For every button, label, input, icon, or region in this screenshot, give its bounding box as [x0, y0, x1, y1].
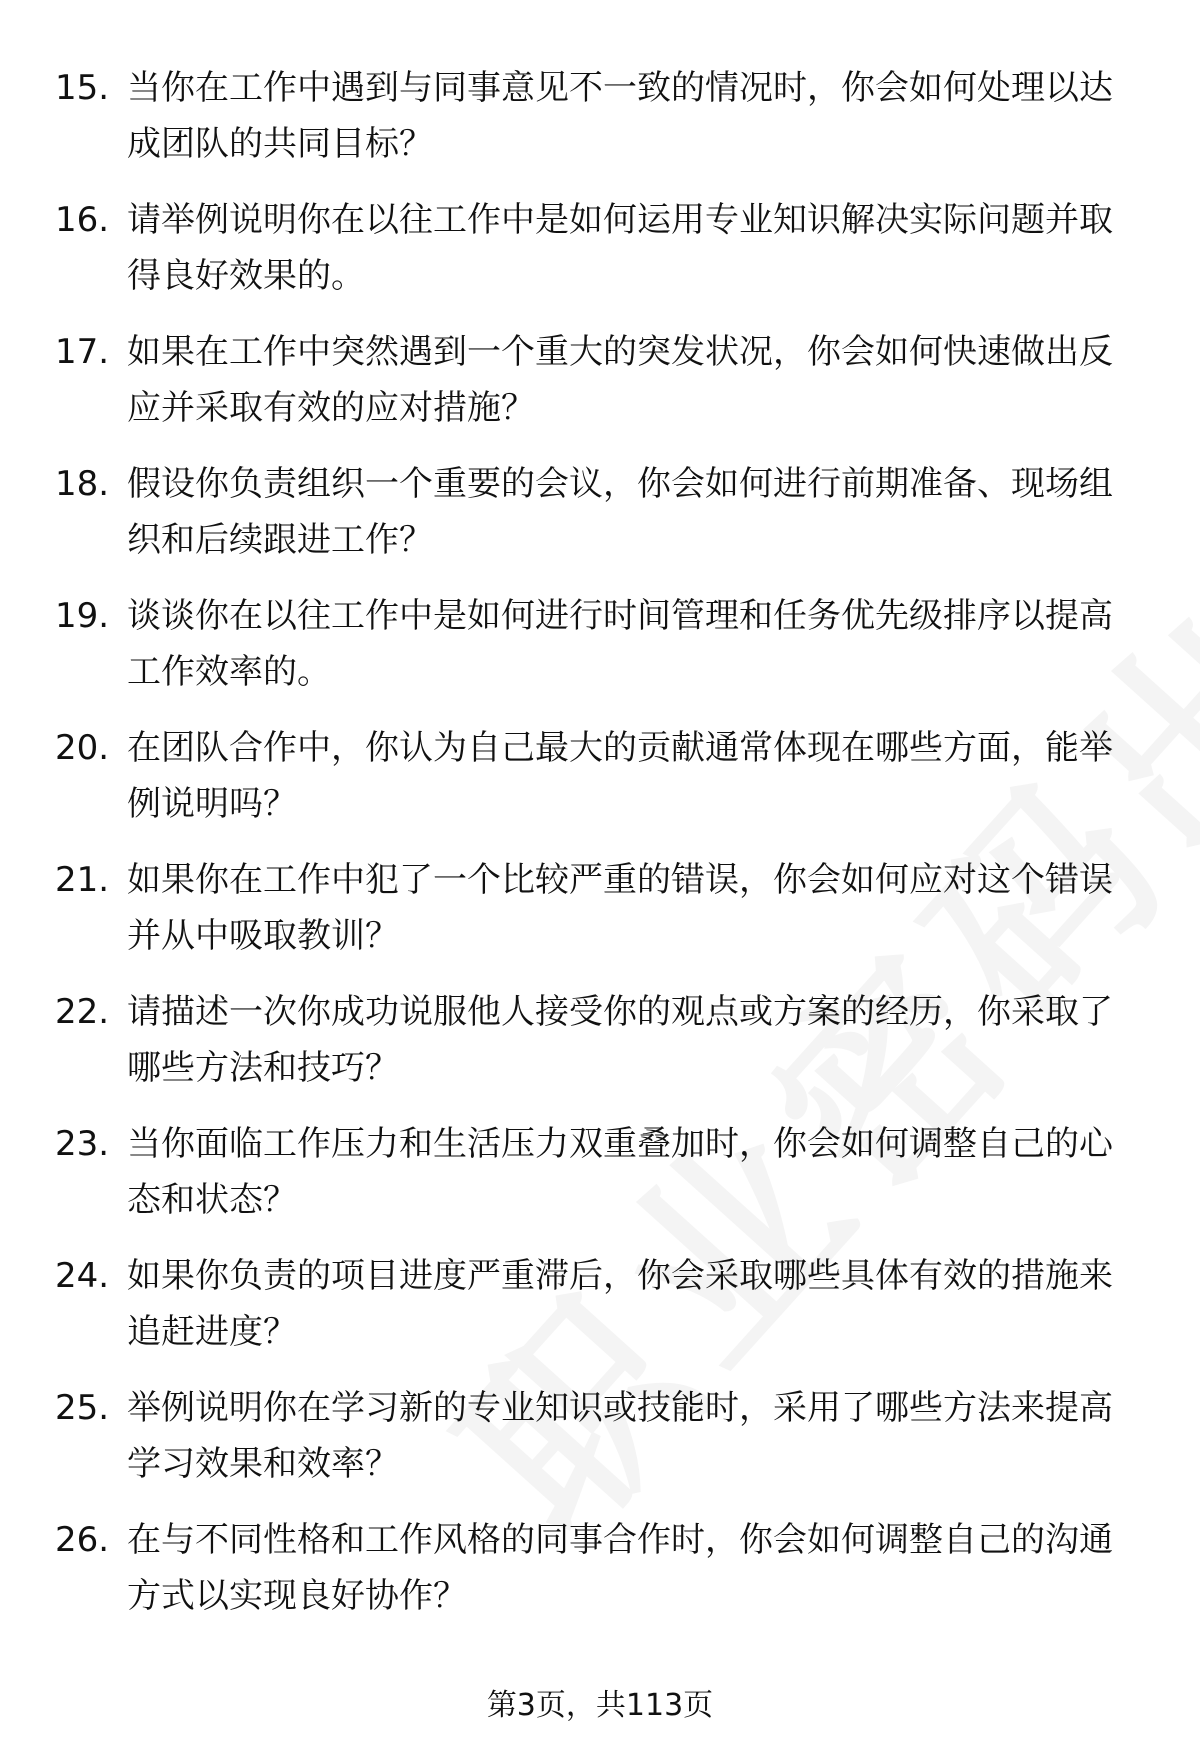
list-item: [55, 1512, 1145, 1644]
list-item: [55, 456, 1145, 588]
list-item: [55, 984, 1145, 1116]
question-text: 举例说明你在学习新的专业知识或技能时，采用了哪些方法来提高学习效果和效率？: [127, 1388, 1113, 1484]
list-item: [55, 192, 1145, 324]
list-item: [55, 720, 1145, 852]
question-number: 16.: [55, 200, 110, 240]
list-item: [55, 852, 1145, 984]
question-number: 26.: [55, 1520, 110, 1560]
question-text: 当你面临工作压力和生活压力双重叠加时，你会如何调整自己的心态和状态？: [127, 1124, 1113, 1220]
list-item: [55, 60, 1145, 192]
question-number: 20.: [55, 728, 110, 768]
question-number: 19.: [55, 596, 110, 636]
question-text: 谈谈你在以往工作中是如何进行时间管理和任务优先级排序以提高工作效率的。: [127, 596, 1113, 692]
question-text: 如果在工作中突然遇到一个重大的突发状况，你会如何快速做出反应并采取有效的应对措施？: [127, 332, 1113, 428]
page-footer: 第3页，共113页: [486, 1688, 714, 1723]
question-text: 假设你负责组织一个重要的会议，你会如何进行前期准备、现场组织和后续跟进工作？: [127, 464, 1113, 560]
question-number: 24.: [55, 1256, 110, 1296]
question-text: 如果你在工作中犯了一个比较严重的错误，你会如何应对这个错误并从中吸取教训？: [127, 860, 1113, 956]
list-item: [55, 588, 1145, 720]
question-number: 17.: [55, 332, 110, 372]
question-list: [55, 60, 1145, 1644]
list-item: [55, 1248, 1145, 1380]
question-number: 22.: [55, 992, 110, 1032]
question-text: 在与不同性格和工作风格的同事合作时，你会如何调整自己的沟通方式以实现良好协作？: [127, 1520, 1113, 1616]
question-text: 如果你负责的项目进度严重滞后，你会采取哪些具体有效的措施来追赶进度？: [127, 1256, 1113, 1352]
question-number: 21.: [55, 860, 110, 900]
question-text: 请举例说明你在以往工作中是如何运用专业知识解决实际问题并取得良好效果的。: [127, 200, 1113, 296]
question-number: 15.: [55, 68, 110, 108]
question-number: 23.: [55, 1124, 110, 1164]
question-number: 18.: [55, 464, 110, 504]
list-item: [55, 1380, 1145, 1512]
question-number: 25.: [55, 1388, 110, 1428]
list-item: [55, 324, 1145, 456]
question-text: 在团队合作中，你认为自己最大的贡献通常体现在哪些方面，能举例说明吗？: [127, 728, 1113, 824]
list-item: [55, 1116, 1145, 1248]
question-text: 当你在工作中遇到与同事意见不一致的情况时，你会如何处理以达成团队的共同目标？: [127, 68, 1113, 164]
question-text: 请描述一次你成功说服他人接受你的观点或方案的经历，你采取了哪些方法和技巧？: [127, 992, 1113, 1088]
